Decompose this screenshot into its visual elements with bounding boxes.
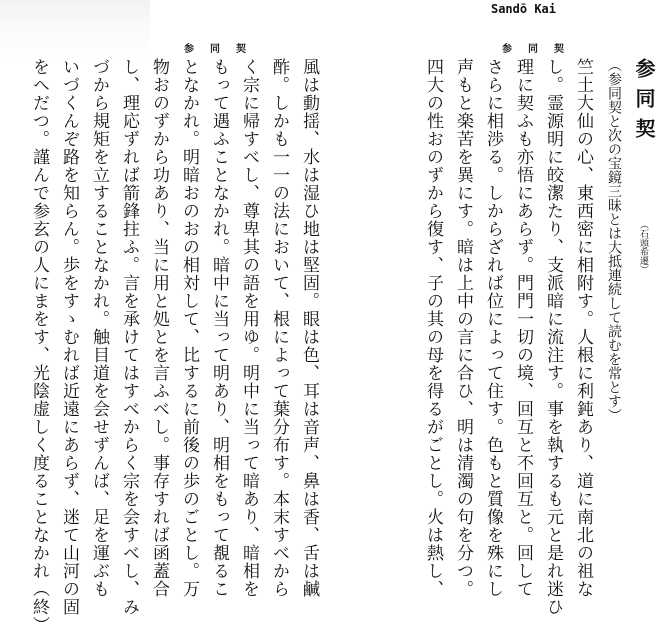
text-column: さらに相渉る。しからざれば位によって住す。色もと質像を殊にし <box>483 58 503 598</box>
section-title: 参同契 <box>632 58 656 148</box>
text-column: し、理応ずれば箭鋒拄ふ。言を承けてはすべからく宗を会すべし、み <box>119 58 139 616</box>
text-column: 竺土大仙の心、東西密に相附す。人根に利鈍あり、道に南北の祖な <box>573 58 593 598</box>
text-column: く宗に帰すべし、尊卑其の語を用ゆ。明中に当って暗あり、暗相を <box>239 58 259 598</box>
text-column: 声もと楽苦を異にす。暗は上中の言に合ひ、明は清濁の句を分つ。 <box>453 58 473 598</box>
text-column: となかれ。明暗おのおの相対して、比するに前後の歩のごとし。万 <box>179 58 199 598</box>
text-column: 物おのずから功あり、当に用と処とを言ふべし。事存すれば函蓋合 <box>149 58 169 598</box>
text-column: 風は動揺、水は湿ひ地は堅固。眼は色、耳は音声、鼻は香、舌は鹹 <box>299 58 319 598</box>
text-column: し。霊源明に皎潔たり、支派暗に流注す。事を執するも元と是れ迷ひ <box>543 58 563 616</box>
text-column: 理に契ふも亦悟にあらず。門門一切の境、回互と不回互と。回して <box>513 58 533 598</box>
text-column: 酢。しかも一一の法において、根によって葉分布す。本末すべから <box>269 58 289 598</box>
author-attribution: （石頭希遷） <box>638 220 648 274</box>
section-subtitle: （参同契と次の宝鏡三昧とは大抵連続して読むを常とす） <box>606 58 622 422</box>
right-page <box>334 0 668 616</box>
text-column: いづくんぞ路を知らん。歩をすゝむれば近遠にあらず、迷て山河の固 <box>59 58 79 616</box>
roman-title-header: Sandō Kai <box>490 2 556 16</box>
text-column: もって遇ふことなかれ。暗中に当って明あり、明相をもって覩るこ <box>209 58 229 598</box>
running-header-right: 参同契 <box>502 44 580 55</box>
text-column: 四大の性おのずから復す、子の其の母を得るがごとし。火は熱し、 <box>423 58 443 598</box>
scan-shadow <box>0 0 150 60</box>
text-column: づから規矩を立することなかれ。触目道を会せずんば、足を運ぶも <box>89 58 109 598</box>
text-column: をへだつ。謹んで参玄の人にまをす、光陰虚しく度ることなかれ（終） <box>29 58 49 634</box>
running-header-left: 参同契 <box>184 44 262 55</box>
